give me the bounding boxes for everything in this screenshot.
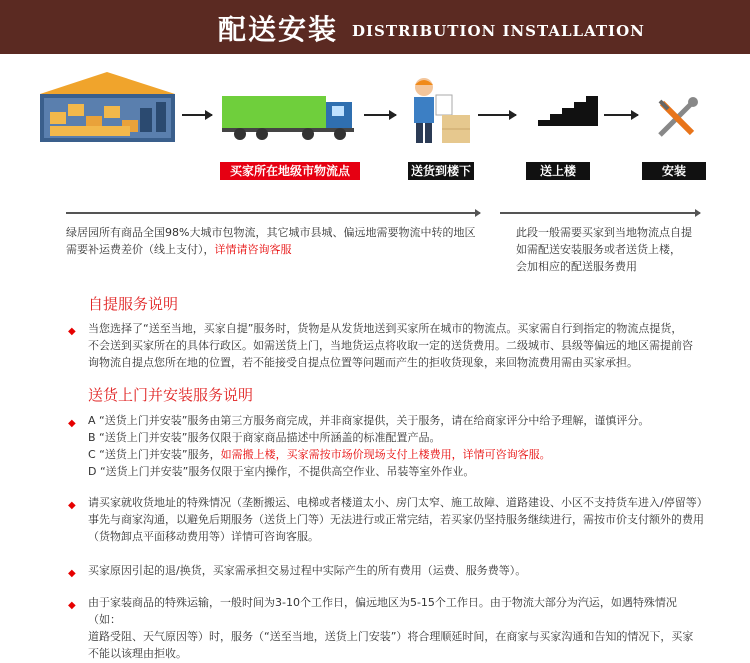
flow-arrow: [478, 114, 516, 116]
bullet-diamond-icon: ◆: [68, 418, 76, 429]
install-shipping-time-item: ◆ 由于家装商品的特殊运输，一般时间为3-10个工作日，偏远地区为5-15个工作日。由于物流大部分为汽运，如遇特殊情况（如： 道路受阻、天气原因等）时，服务（“送至当地，送货上门安装”）将合理顺延时间，在商家与买家沟通和告知的情况下，买家 不能以该理由拒收。: [68, 596, 694, 660]
note-divider-left: [66, 212, 480, 214]
flow-label-install: 安装: [642, 162, 706, 180]
bullet-diamond-icon: ◆: [68, 600, 76, 611]
flow-label-upstairs: 送上楼: [526, 162, 590, 180]
flow-arrow: [364, 114, 396, 116]
install-service-title: 送货上门并安装服务说明: [88, 386, 254, 404]
bullet-diamond-icon: ◆: [68, 326, 76, 337]
note-divider-right: [500, 212, 700, 214]
stairs-icon: [538, 96, 598, 126]
page-subtitle: DISTRIBUTION INSTALLATION: [352, 22, 645, 40]
install-address-item: ◆ 请买家就收货地址的特殊情况（垄断搬运、电梯或者楼道太小、房门太窄、施工故障、道路建设、小区不支持货车进入/停留等） 事先与商家沟通，以避免后期服务（送货上门等）无法进行或正常完结，若买家仍坚持服务继续进行，需按市价支付额外的费用 （货物卸点平面移动费用等）详情可咨询客服。: [68, 496, 708, 543]
self-pickup-item: ◆ 当您选择了“送至当地，买家自提”服务时，货物是从发货地送到买家所在城市的物流点。买家需自行到指定的物流点提货， 不会送到买家所在的具体行政区。如需送货上门，当地货运点将收取一定的送货费用。二级城市、县级等偏远的地区需提前咨 询物流自提点您所在地的位置，若不能接受自提点位置等问题而产生的拒收货现象，来回物流费用需由买家承担。: [68, 322, 693, 369]
flow-label-logistics-point: 买家所在地级市物流点: [220, 162, 360, 180]
page-title: 配送安装: [218, 13, 339, 46]
flow-arrow: [182, 114, 212, 116]
truck-icon: [222, 96, 357, 140]
bullet-diamond-icon: ◆: [68, 500, 76, 511]
bullet-diamond-icon: ◆: [68, 568, 76, 579]
contact-service-link[interactable]: 详情请咨询客服: [214, 243, 292, 256]
right-note: 此段一般需要买家到当地物流点自提 如需配送安装服务或者送货上楼， 会加相应的配送服务费用: [516, 226, 692, 273]
install-return-item: ◆ 买家原因引起的退/换货，买家需承担交易过程中实际产生的所有费用（运费、服务费等）。: [68, 562, 708, 579]
left-note: 绿居园所有商品全国98%大城市包物流，其它城市县城、偏远地需要物流中转的地区 需要补运费差价（线上支付），详情请咨询客服: [66, 226, 476, 256]
delivery-man-icon: [406, 75, 472, 145]
header-banner: [0, 0, 750, 54]
tools-icon: [656, 97, 698, 139]
flow-label-downstairs: 送货到楼下: [408, 162, 474, 180]
install-abcd-item: ◆ A “送货上门并安装”服务由第三方服务商完成，并非商家提供，关于服务，请在给商家评分中给予理解，谨慎评分。 B “送货上门并安装”服务仅限于商家商品描述中所涵盖的标准配置产品。 C “送货上门并安装”服务，如需搬上楼，买家需按市场价现场支付上楼费用，详情可咨询客服。 D “送货上门并安装”服务仅限于室内操作，不提供高空作业、吊装等室外作业。: [68, 414, 650, 478]
warehouse-icon: [40, 72, 175, 142]
self-pickup-title: 自提服务说明: [88, 295, 179, 313]
flow-arrow: [604, 114, 638, 116]
